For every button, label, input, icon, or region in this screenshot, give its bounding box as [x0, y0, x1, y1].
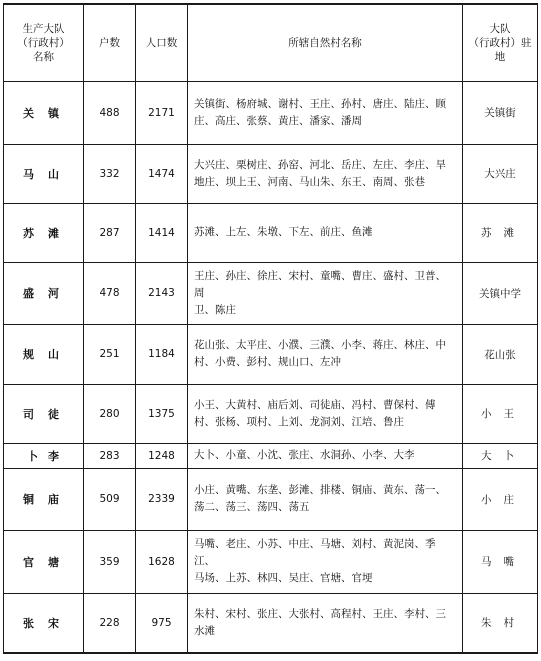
population-cell: 975 — [136, 593, 188, 653]
header-team-line: 生产大队 — [22, 22, 65, 35]
villages-line: 关镇街、杨府城、谢村、王庄、孙村、唐庄、陆庄、顾 — [194, 97, 446, 110]
header-population: 人口数 — [136, 4, 188, 81]
villages-line: 小庄、黄嘴、东垄、彭滩、排楼、铜庙、黄东、荡一、 — [194, 484, 446, 496]
villages-cell — [188, 144, 463, 203]
villages-line: 卫、陈庄 — [194, 303, 236, 316]
villages-line: 大卜、小童、小沈、张庄、水洞孙、小李、大李 — [194, 449, 415, 461]
table-row — [4, 468, 538, 530]
team-name: 司徒 — [4, 384, 84, 443]
population-cell: 1184 — [136, 324, 188, 384]
hq-cell: 小王 — [463, 384, 538, 443]
team-name: 张宋 — [4, 593, 84, 653]
header-team-line: （行政村） — [17, 36, 70, 49]
team-name: 苏滩 — [4, 203, 84, 262]
table-header-row — [4, 4, 538, 81]
table-row — [4, 384, 538, 443]
header-households: 户数 — [84, 4, 136, 81]
table-row — [4, 443, 538, 468]
villages-cell — [188, 530, 463, 593]
team-name: 马山 — [4, 144, 84, 203]
households-cell: 283 — [84, 443, 136, 468]
villages-line: 朱村、宋村、张庄、大张村、高程村、王庄、李村、三 — [194, 607, 446, 620]
header-hq — [463, 4, 538, 81]
households-cell: 509 — [84, 468, 136, 530]
villages-cell — [188, 262, 463, 324]
households-cell: 488 — [84, 81, 136, 144]
households-cell: 280 — [84, 384, 136, 443]
header-team-line: 名称 — [33, 50, 54, 63]
hq-cell: 花山张 — [463, 324, 538, 384]
villages-cell — [188, 443, 463, 468]
hq-cell: 关镇街 — [463, 81, 538, 144]
population-cell: 1248 — [136, 443, 188, 468]
villages-line: 荡二、荡三、荡四、荡五 — [194, 501, 310, 513]
header-hq-line: （行政村）驻地 — [468, 36, 532, 63]
team-name: 官塘 — [4, 530, 84, 593]
hq-cell: 朱村 — [463, 593, 538, 653]
hq-cell: 大兴庄 — [463, 144, 538, 203]
villages-cell — [188, 468, 463, 530]
villages-line: 庄、高庄、张蔡、黄庄、潘家、潘周 — [194, 114, 362, 127]
table-row — [4, 593, 538, 653]
villages-cell — [188, 324, 463, 384]
households-cell: 228 — [84, 593, 136, 653]
households-cell: 332 — [84, 144, 136, 203]
team-name: 盛河 — [4, 262, 84, 324]
table-row — [4, 262, 538, 324]
village-table-sheet — [3, 3, 537, 654]
population-cell: 1628 — [136, 530, 188, 593]
population-cell: 2339 — [136, 468, 188, 530]
villages-line: 水滩 — [194, 624, 215, 637]
villages-line: 王庄、孙庄、徐庄、宋村、童嘴、曹庄、盛村、卫普、周 — [194, 269, 446, 299]
villages-line: 地庄、坝上王、河南、马山朱、东王、南周、张巷 — [194, 175, 425, 188]
villages-cell — [188, 81, 463, 144]
hq-cell: 苏滩 — [463, 203, 538, 262]
households-cell: 359 — [84, 530, 136, 593]
villages-cell — [188, 203, 463, 262]
villages-line: 马场、上苏、林四、吴庄、官塘、官埂 — [194, 572, 373, 584]
villages-cell — [188, 593, 463, 653]
hq-cell: 小庄 — [463, 468, 538, 530]
households-cell: 251 — [84, 324, 136, 384]
team-name: 卜李 — [4, 443, 84, 468]
population-cell: 2171 — [136, 81, 188, 144]
villages-line: 小王、大黄村、庙后刘、司徒庙、冯村、曹保村、傅 — [194, 398, 436, 411]
table-row — [4, 203, 538, 262]
table-row — [4, 530, 538, 593]
villages-cell — [188, 384, 463, 443]
villages-line: 马嘴、老庄、小苏、中庄、马塘、刘村、黄泥岗、季江、 — [194, 538, 436, 567]
villages-line: 苏滩、上左、朱墩、下左、前庄、鱼滩 — [194, 226, 373, 238]
households-cell: 287 — [84, 203, 136, 262]
header-villages: 所辖自然村名称 — [188, 4, 463, 81]
villages-line: 花山张、太平庄、小濮、三濮、小李、蒋庄、林庄、中 — [194, 339, 446, 351]
table-row — [4, 81, 538, 144]
population-cell: 1474 — [136, 144, 188, 203]
header-hq-line: 大队 — [489, 22, 511, 35]
households-cell: 478 — [84, 262, 136, 324]
population-cell: 1375 — [136, 384, 188, 443]
header-team-name — [4, 4, 84, 81]
hq-cell: 马嘴 — [463, 530, 538, 593]
team-name: 铜庙 — [4, 468, 84, 530]
population-cell: 2143 — [136, 262, 188, 324]
population-cell: 1414 — [136, 203, 188, 262]
hq-cell: 关镇中学 — [463, 262, 538, 324]
villages-line: 大兴庄、栗树庄、孙窑、河北、岳庄、左庄、李庄、旱 — [194, 158, 446, 171]
table-row — [4, 324, 538, 384]
villages-line: 村、张杨、项村、上刘、龙洞刘、江培、鲁庄 — [194, 415, 404, 428]
table-row — [4, 144, 538, 203]
hq-cell: 大卜 — [463, 443, 538, 468]
team-name: 关镇 — [4, 81, 84, 144]
team-name: 规山 — [4, 324, 84, 384]
villages-line: 村、小费、彭村、规山口、左冲 — [194, 356, 341, 368]
village-table — [3, 3, 538, 654]
